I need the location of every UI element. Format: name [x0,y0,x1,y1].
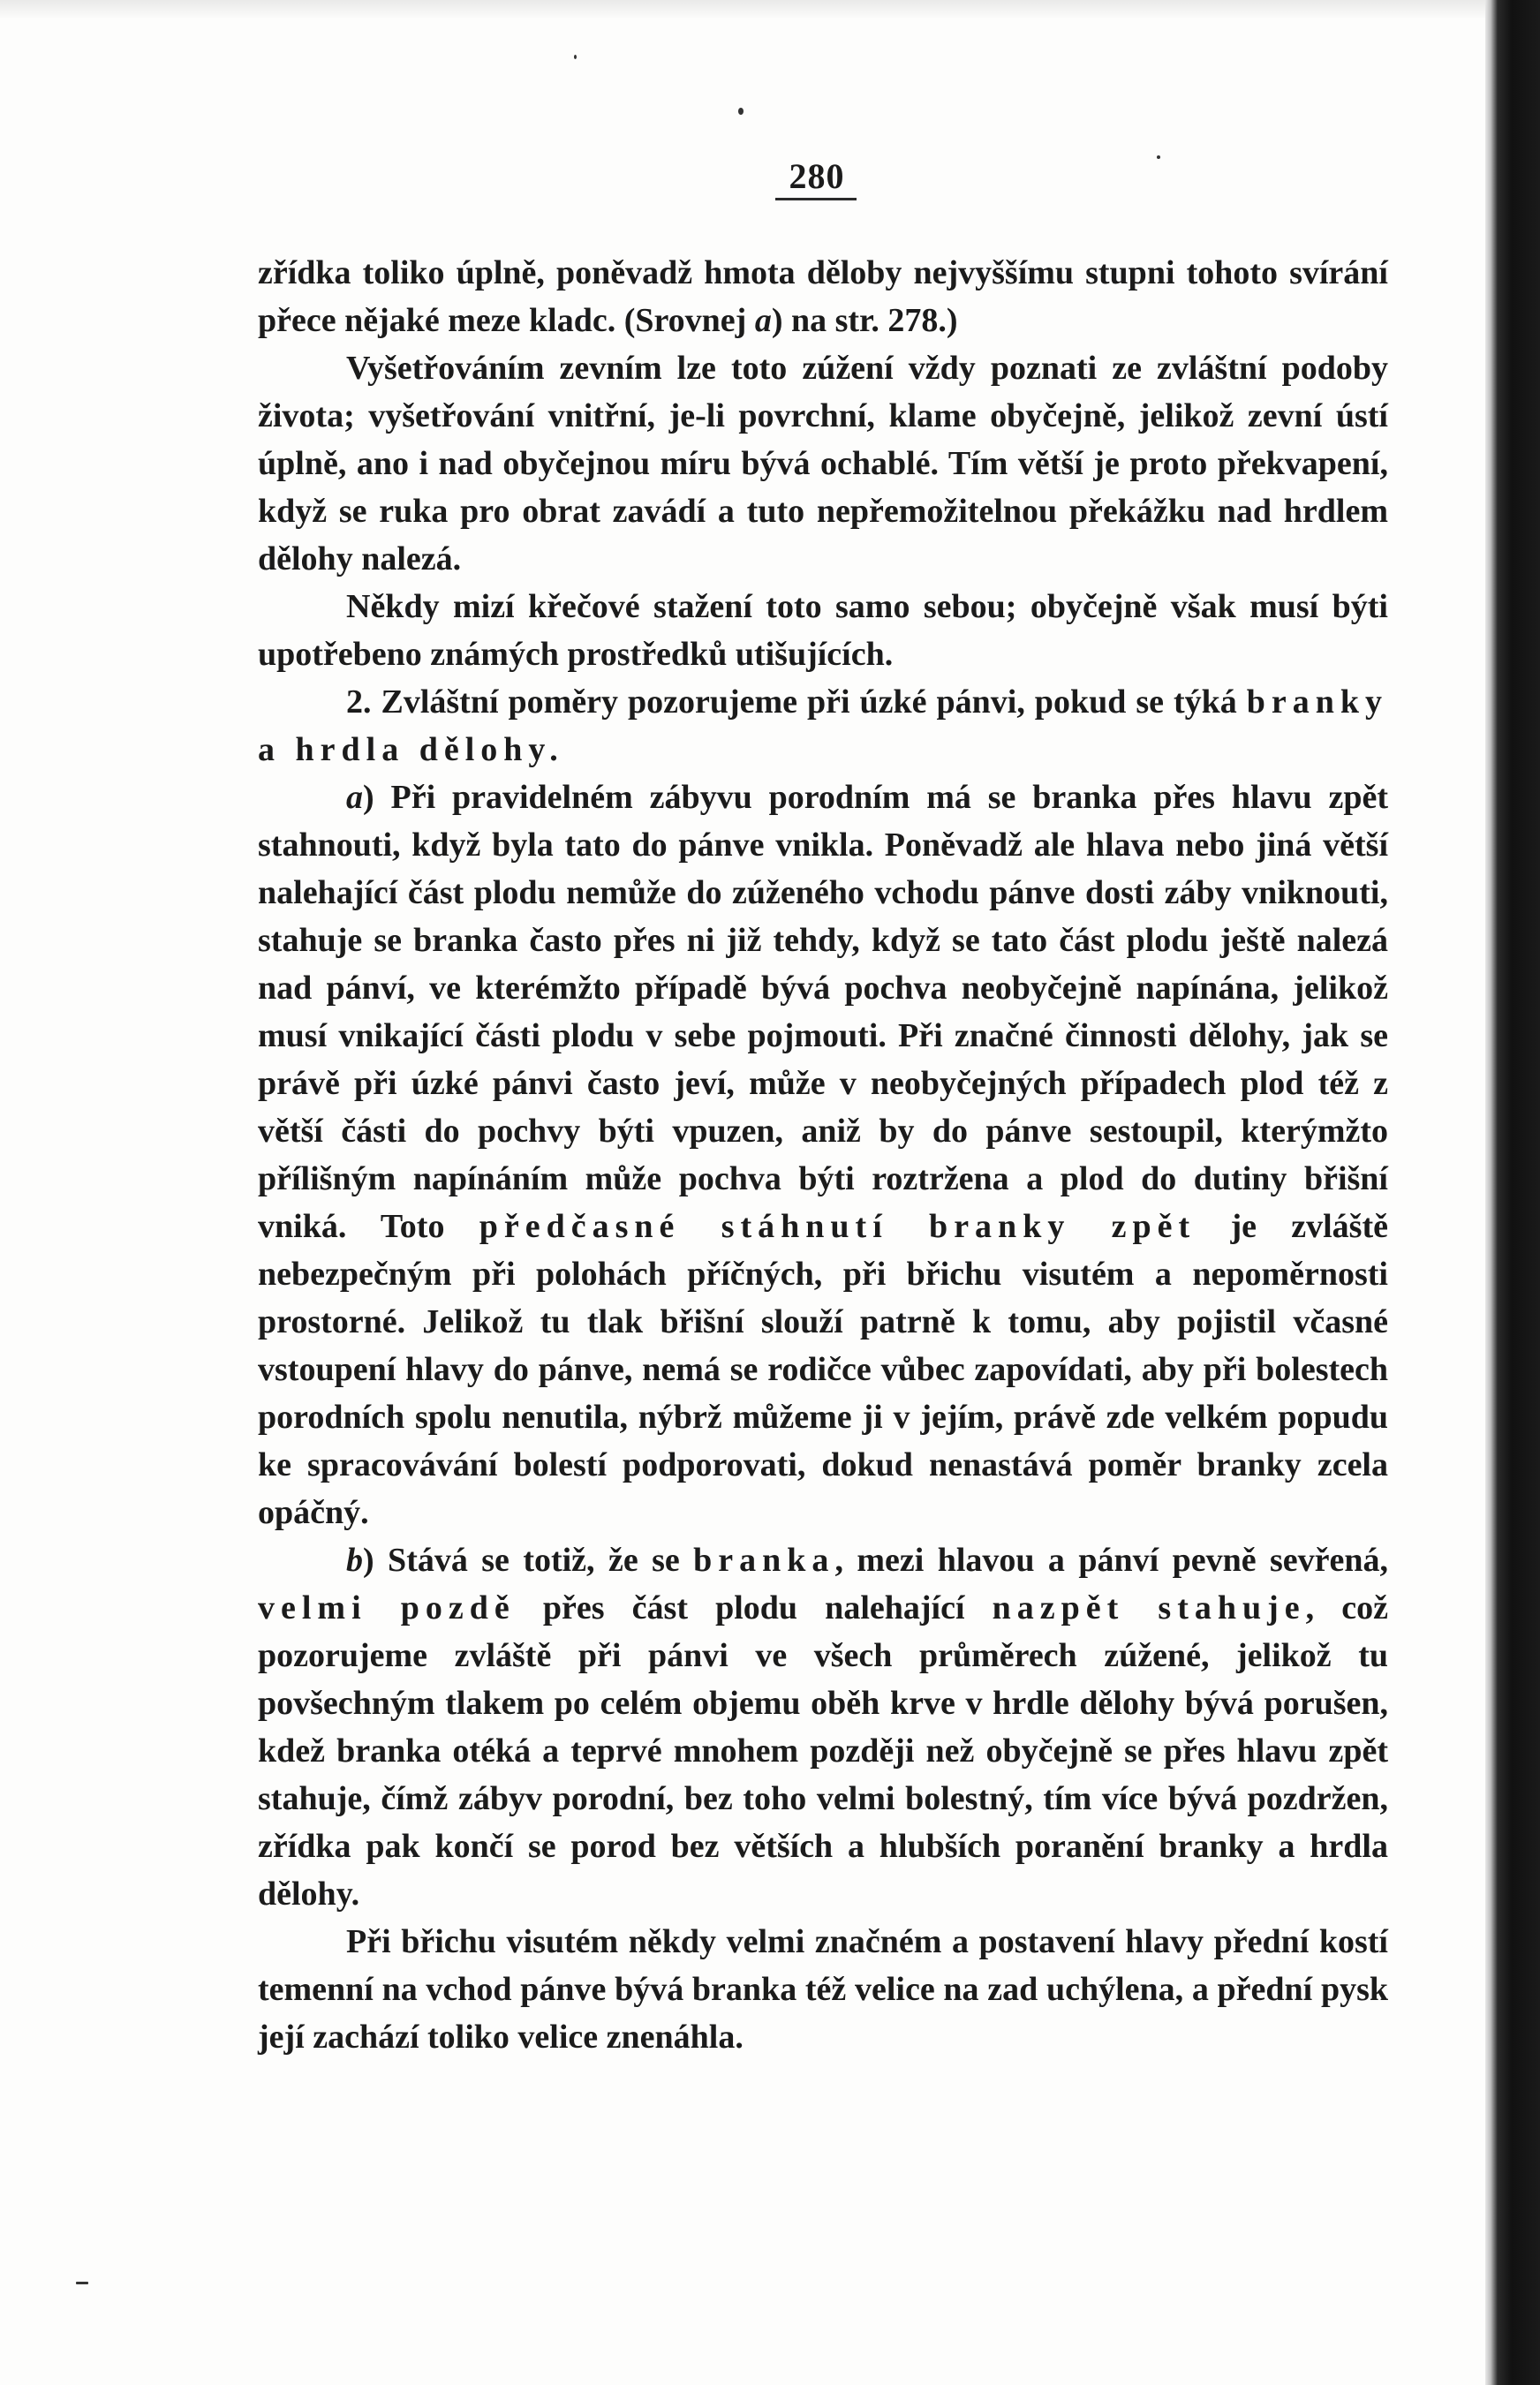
text-segment: velmi pozdě [258,1589,516,1626]
scan-speck [76,2282,88,2284]
text-segment: nazpět stahuje [992,1589,1306,1626]
text-segment: a [346,779,363,816]
text-segment: ) na str. 278.) [771,302,958,339]
text-segment: je zvláště nebezpečným při polohách příčných, při břichu visutém a nepoměrnosti prostorné. Jelikož tu tlak břišní slouží patrně k tomu, aby pojistil včasné vstoupení hlavy do pánve, nemá se rodičce vůbec zapovídati, aby při bolestech porodních spolu nenutila, nýbrž můžeme ji v jejím, právě zde velkém popudu ke spracovávání bolestí podporovati, dokud nenastává poměr branky zcela opáčný. [258,1208,1388,1531]
paragraph-p2 [258,344,1388,583]
scan-speck [574,55,577,59]
scan-right-border [1485,0,1540,2385]
text-segment: předčasné stáhnutí branky zpět [479,1208,1197,1245]
page-number: 280 [789,156,845,196]
paragraph-p6 [258,1536,1388,1918]
text-segment: zřídka toliko úplně, poněvadž hmota děloby nejvyššímu stupni tohoto svírání přece nějaké meze kladc. (Srovnej [258,254,1388,339]
text-segment: ) Stává se totiž, že se [363,1542,694,1579]
paragraph-p3 [258,583,1388,678]
scan-top-shadow [0,0,1492,19]
text-segment: branky a hrdla dělohy. [258,683,1388,768]
text-segment: Někdy mizí křečové stažení toto samo sebou; obyčejně však musí býti upotřebeno známých prostředků utišujících. [258,588,1388,673]
text-segment: , což pozorujeme zvláště při pánvi ve všech průměrech zúžené, jelikož tu povšechným tlakem po celém objemu oběh krve v hrdle dělohy bývá porušen, kdež branka otéká a teprvé mnohem později než obyčejně se přes hlavu zpět stahuje, čímž zábyv porodní, bez toho velmi bolestný, tím více bývá pozdržen, zřídka pak končí se porod bez větších a hlubších poranění branky a hrdla dělohy. [258,1589,1389,1913]
body-text [258,249,1388,2061]
text-segment: , mezi hlavou a pánví pevně sevřená, [834,1542,1388,1579]
page-number-underline [775,198,857,200]
scan-speck [1157,155,1160,159]
text-segment: b [346,1542,363,1579]
paragraph-p5 [258,774,1388,1536]
paragraph-p4 [258,678,1388,774]
text-segment: Vyšetřováním zevním lze toto zúžení vždy poznati ze zvláštní podoby života; vyšetřování vnitřní, je-li povrchní, klame obyčejně, jelikož zevní ústí úplně, ano i nad obyčejnou míru bývá ochablé. Tím větší je proto překvapení, když se ruka pro obrat zavádí a tuto nepřemožitelnou překážku nad hrdlem dělohy nalezá. [258,350,1388,577]
text-segment: Při břichu visutém někdy velmi značném a postavení hlavy přední kostí temenní na vchod pánve bývá branka též velice na zad uchýlena, a přední pysk její zachází toliko velice znenáhla. [258,1923,1388,2056]
text-segment: branka [693,1542,835,1579]
scan-speck [738,108,744,115]
text-segment: a [754,302,772,339]
paragraph-p1 [258,249,1388,344]
text-segment: ) Při pravidelném zábyvu porodním má se branka přes hlavu zpět stahnouti, když byla tato do pánve vnikla. Poněvadž ale hlava nebo jiná větší nalehající část plodu nemůže do zúženého vchodu pánve dosti záby vniknouti, stahuje se branka často přes ni již tehdy, když se tato část plodu ještě nalezá nad pánví, ve kterémžto případě bývá pochva neobyčejně napínána, jelikož musí vnikající části plodu v sebe pojmouti. Při značné činnosti dělohy, jak se právě při úzké pánvi často jeví, může v neobyčejných případech plod též z větší části do pochvy býti vpuzen, aniž by do pánve sestoupil, kterýmžto přílišným napínáním může pochva býti roztržena a plod do dutiny břišní vniká. Toto [258,779,1388,1245]
text-segment: přes část plodu nalehající [515,1589,993,1626]
text-segment: 2. Zvláštní poměry pozorujeme při úzké pánvi, pokud se týká [346,683,1247,721]
paragraph-p7 [258,1918,1388,2061]
